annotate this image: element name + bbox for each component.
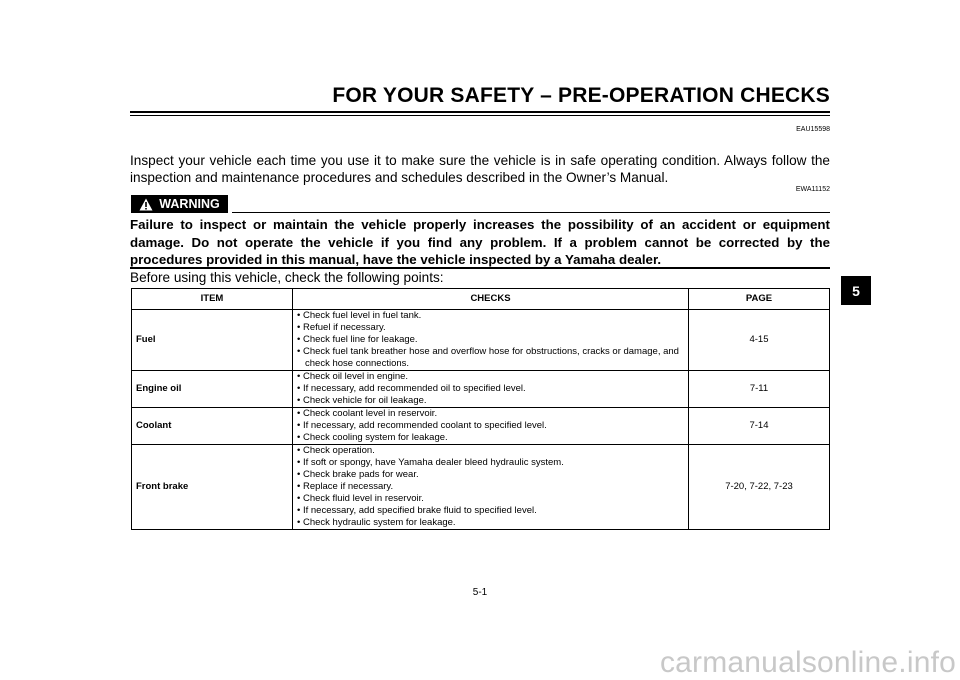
header-rule xyxy=(130,111,830,113)
check-item: • Check fluid level in reservoir. xyxy=(297,493,684,505)
row-checks xyxy=(293,445,689,530)
header-rule-thin xyxy=(130,115,830,116)
check-item: • Check cooling system for leakage. xyxy=(297,432,684,444)
check-item: • If necessary, add specified brake fluid to specified level. xyxy=(297,505,684,517)
column-header-page: PAGE xyxy=(689,289,830,310)
row-page: 7-20, 7-22, 7-23 xyxy=(689,445,830,530)
row-page: 7-14 xyxy=(689,408,830,445)
row-page: 7-11 xyxy=(689,371,830,408)
check-item: • If necessary, add recommended coolant to specified level. xyxy=(297,420,684,432)
check-item: • Check fuel tank breather hose and overflow hose for obstructions, cracks or damage, and check hose connections. xyxy=(297,346,684,370)
checklist-lead: Before using this vehicle, check the following points: xyxy=(130,270,444,285)
check-item: • Refuel if necessary. xyxy=(297,322,684,334)
check-item: • Check operation. xyxy=(297,445,684,457)
table-row xyxy=(132,371,830,408)
check-item: • Check hydraulic system for leakage. xyxy=(297,517,684,529)
warning-rule xyxy=(232,212,830,213)
row-checks xyxy=(293,371,689,408)
pre-operation-checks-table xyxy=(131,288,830,530)
row-item: Front brake xyxy=(132,445,293,530)
check-item: • Check fuel level in fuel tank. xyxy=(297,310,684,322)
check-item: • If necessary, add recommended oil to specified level. xyxy=(297,383,684,395)
check-item: • Check oil level in engine. xyxy=(297,371,684,383)
table-header-row xyxy=(132,289,830,310)
check-item: • Check vehicle for oil leakage. xyxy=(297,395,684,407)
row-page: 4-15 xyxy=(689,310,830,371)
reference-code: EAU15598 xyxy=(796,126,830,133)
table-row xyxy=(132,310,830,371)
row-item: Engine oil xyxy=(132,371,293,408)
check-item: • If soft or spongy, have Yamaha dealer bleed hydraulic system. xyxy=(297,457,684,469)
check-item: • Replace if necessary. xyxy=(297,481,684,493)
check-item: • Check fuel line for leakage. xyxy=(297,334,684,346)
warning-label: WARNING xyxy=(159,197,220,211)
column-header-checks: CHECKS xyxy=(293,289,689,310)
warning-badge xyxy=(131,195,228,213)
watermark: carmanualsonline.info xyxy=(659,646,956,679)
intro-paragraph: Inspect your vehicle each time you use it to make sure the vehicle is in safe operating condition. Always follow the inspection and maintenance procedures and schedules described in the Owner’s Manual. xyxy=(130,153,830,185)
warning-triangle-icon xyxy=(139,198,153,211)
section-tab: 5 xyxy=(841,276,871,305)
table-row xyxy=(132,445,830,530)
page-title: FOR YOUR SAFETY – PRE-OPERATION CHECKS xyxy=(332,84,830,107)
page-number: 5-1 xyxy=(472,587,488,598)
row-item: Fuel xyxy=(132,310,293,371)
warning-text: Failure to inspect or maintain the vehicle properly increases the possibility of an accident or equipment damage. Do not operate the vehicle if you find any problem. If a problem cannot be corrected by the procedures provided in this manual, have the vehicle inspected by a Yamaha dealer. xyxy=(130,217,830,267)
check-item: • Check brake pads for wear. xyxy=(297,469,684,481)
row-checks xyxy=(293,310,689,371)
row-checks xyxy=(293,408,689,445)
check-item: • Check coolant level in reservoir. xyxy=(297,408,684,420)
warning-reference-code: EWA11152 xyxy=(795,186,830,193)
column-header-item: ITEM xyxy=(132,289,293,310)
warning-end-rule xyxy=(130,267,830,269)
table-row xyxy=(132,408,830,445)
row-item: Coolant xyxy=(132,408,293,445)
